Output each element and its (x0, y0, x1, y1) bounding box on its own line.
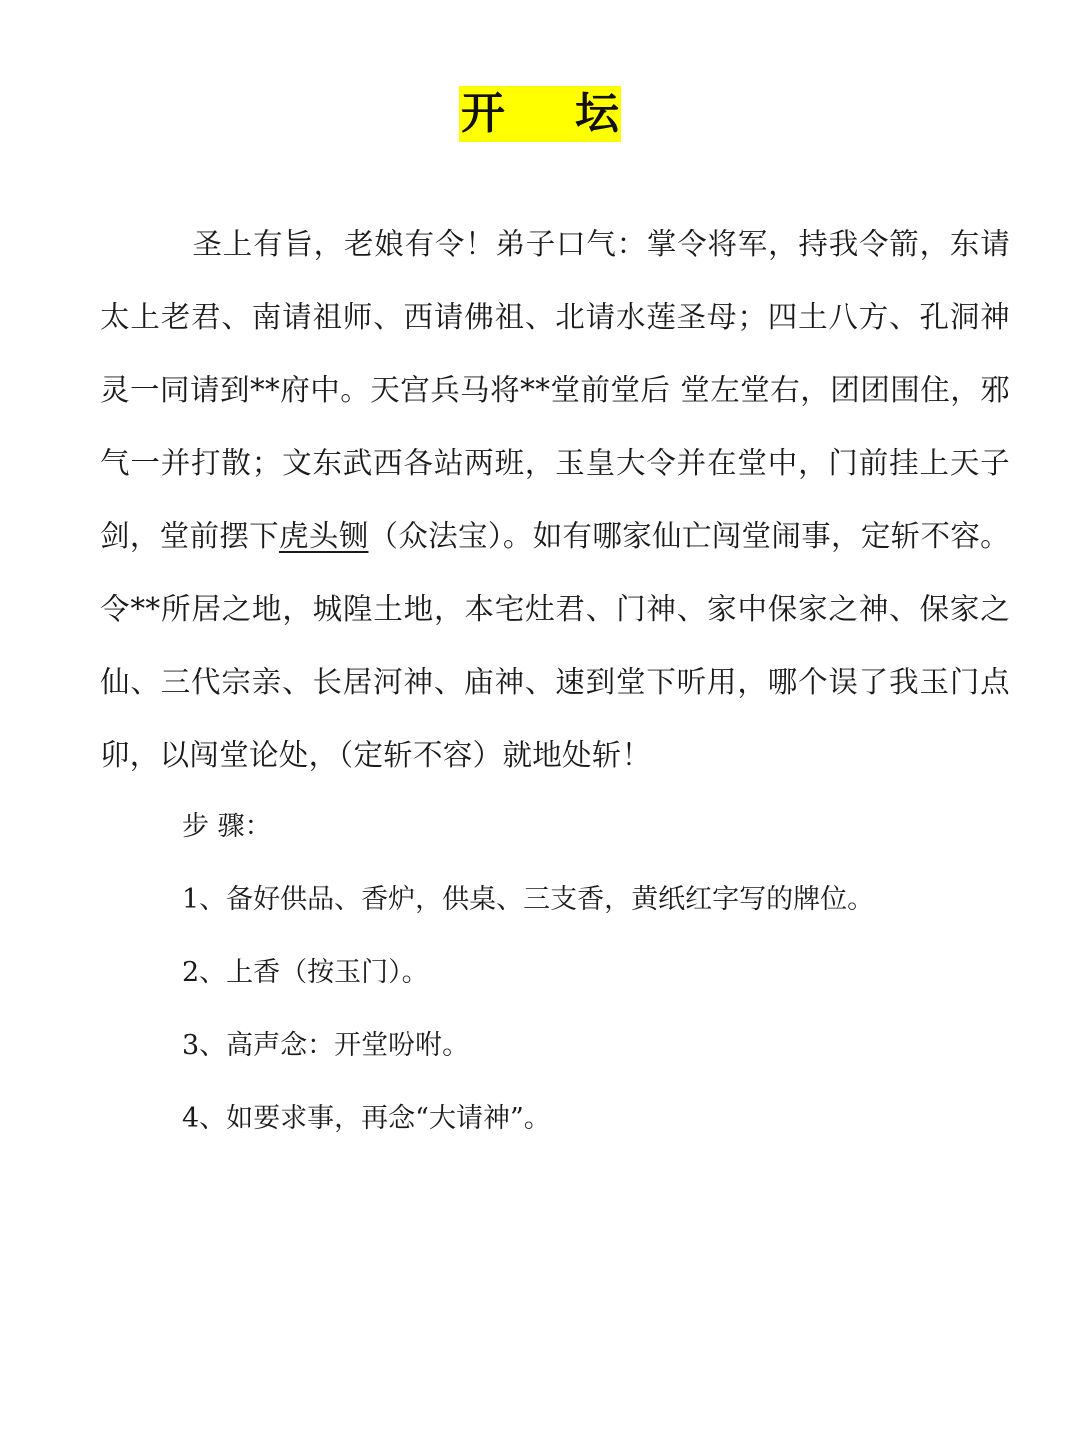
title-container (0, 86, 1080, 142)
title-char-1: 开 (461, 88, 505, 139)
step-item: 3、高声念：开堂吩咐。 (182, 1030, 470, 1061)
steps-heading: 步 骤： (182, 811, 272, 842)
step-item: 2、上香（按玉门）。 (182, 957, 429, 988)
title-char-2: 坛 (575, 88, 619, 139)
step-item: 1、备好供品、香炉，供桌、三支香，黄纸红字写的牌位。 (182, 884, 875, 915)
main-paragraph (100, 208, 1010, 792)
document-title (459, 86, 621, 142)
paragraph-underlined-term: 虎头铡 (278, 519, 369, 553)
paragraph-text-after: （众法宝）。如有哪家仙亡闯堂闹事，定斩不容。令**所居之地，城隍土地，本宅灶君、门神、家中保家之神、保家之仙、三代宗亲、长居河神、庙神、速到堂下听用，哪个误了我玉门点卯，以闯堂论处，（定斩不容）就地处斩！ (100, 519, 1010, 772)
steps-section (182, 790, 1012, 1155)
paragraph-text-before: 圣上有旨，老娘有令！弟子口气：掌令将军，持我令箭，东请太上老君、南请祖师、西请佛祖、北请水莲圣母；四土八方、孔洞神灵一同请到**府中。天宫兵马将**堂前堂后 堂左堂右，团团围住，邪气一并打散；文东武西各站两班，玉皇大令并在堂中，门前挂上天子剑，堂前摆下 (100, 227, 1010, 553)
step-item: 4、如要求事，再念“大请神”。 (182, 1103, 551, 1134)
